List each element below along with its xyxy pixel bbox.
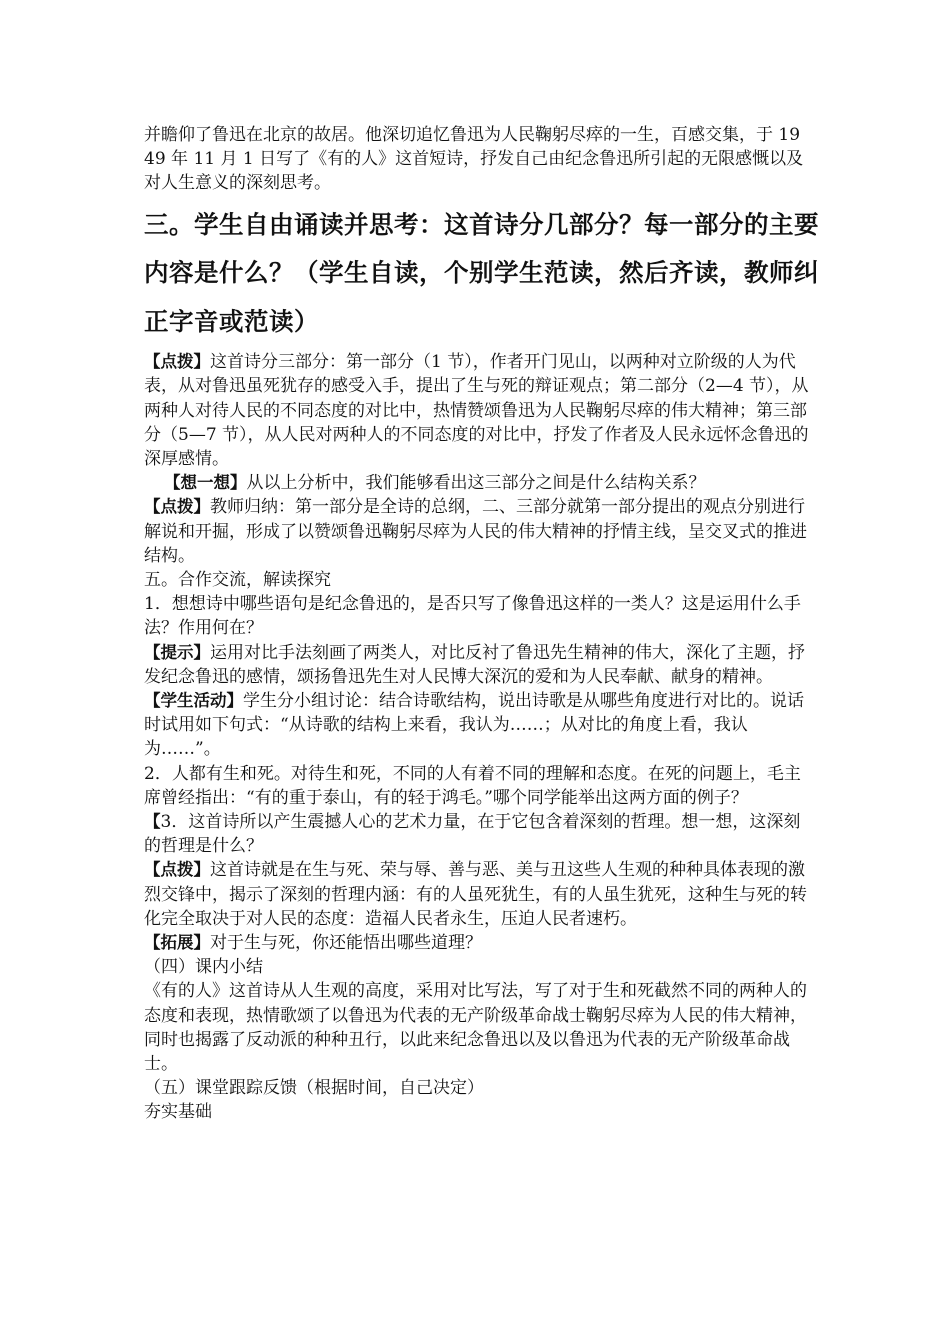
intro-paragraph: 并瞻仰了鲁迅在北京的故居。他深切追忆鲁迅为人民鞠躬尽瘁的一生，百感交集，于 1949 年 11 月 1 日写了《有的人》这首短诗，抒发自己由纪念鲁迅所引起的无限感慨以及对人生意义的深刻思考。 bbox=[144, 125, 804, 194]
feedback-title: （五）课堂跟踪反馈（根据时间，自己决定） bbox=[144, 1078, 484, 1099]
dianbo-tag: 【点拨】 bbox=[144, 860, 210, 880]
summary-title: （四）课内小结 bbox=[144, 957, 263, 978]
tuozhan-text: 对于生与死，你还能悟出哪些道理？ bbox=[210, 932, 482, 953]
question-3-text: 3．这首诗所以产生震撼人心的艺术力量，在于它包含着深刻的哲理。想一想，这深刻的哲理是什么？ bbox=[144, 811, 801, 857]
dianbo-tag: 【点拨】 bbox=[144, 352, 210, 372]
summary-paragraph: 《有的人》这首诗从人生观的高度，采用对比写法，写了对于生和死截然不同的两种人的态度和表现，热情歌颂了以鲁迅为代表的无产阶级革命战士鞠躬尽瘁为人民的伟大精神，同时也揭露了反动派的种种丑行，以此来纪念鲁迅以及以鲁迅为代表的无产阶级革命战士。 bbox=[144, 981, 807, 1074]
dianbo-text: 教师归纳：第一部分是全诗的总纲，二、三部分就第一部分提出的观点分别进行解说和开掘，形成了以赞颂鲁迅鞠躬尽瘁为人民的伟大精神的抒情主线，呈交叉式的推进结构。 bbox=[144, 497, 807, 566]
question-2: 2．人都有生和死。对待生和死，不同的人有着不同的理解和态度。在死的问题上，毛主席曾经指出：“有的重于泰山，有的轻于鸿毛。”哪个同学能举出这两方面的例子？ bbox=[144, 763, 801, 808]
xiangyixiang-paragraph bbox=[144, 471, 810, 495]
tuozhan-tag: 【拓展】 bbox=[144, 932, 210, 952]
tishi-text: 运用对比手法刻画了两类人，对比反衬了鲁迅先生精神的伟大，深化了主题，抒发纪念鲁迅的感情，颂扬鲁迅先生对人民博大深沉的爱和为人民奉献、献身的精神。 bbox=[144, 642, 805, 687]
dianbo-paragraph-1 bbox=[144, 350, 810, 471]
dianbo-tag: 【点拨】 bbox=[144, 497, 210, 517]
tuozhan-paragraph bbox=[144, 931, 810, 955]
dianbo-text: 这首诗就是在生与死、荣与辱、善与恶、美与丑这些人生观的种种具体表现的激烈交锋中，揭示了深刻的哲理内涵：有的人虽死犹生，有的人虽生犹死，这种生与死的转化完全取决于对人民的态度：造福人民者永生，压迫人民者速朽。 bbox=[144, 860, 807, 929]
tishi-tag: 【提示】 bbox=[144, 642, 210, 662]
section-5-title: 五。合作交流，解读探究 bbox=[144, 569, 331, 590]
section-3-heading: 三。学生自由诵读并思考：这首诗分几部分？每一部分的主要内容是什么？（学生自读，个别学生范读，然后齐读，教师纠正字音或范读） bbox=[144, 209, 819, 336]
dianbo-paragraph-2 bbox=[144, 495, 810, 568]
question-1: 1．想想诗中哪些语句是纪念鲁迅的，是否只写了像鲁迅这样的一类人？这是运用什么手法？作用何在？ bbox=[144, 594, 801, 639]
question-3-tag: 【 bbox=[144, 811, 161, 831]
xiangyixiang-text: 从以上分析中，我们能够看出这三部分之间是什么结构关系？ bbox=[246, 473, 706, 494]
foundation-title: 夯实基础 bbox=[144, 1102, 212, 1123]
activity-text: 学生分小组讨论：结合诗歌结构，说出诗歌是从哪些角度进行对比的。说话时试用如下句式：“从诗歌的结构上来看，我认为……；从对比的角度上看，我认为……”。 bbox=[144, 690, 804, 760]
dianbo-paragraph-3 bbox=[144, 858, 810, 931]
question-3 bbox=[144, 810, 810, 858]
activity-paragraph bbox=[144, 689, 810, 762]
xiangyixiang-tag: 【想一想】 bbox=[164, 473, 247, 493]
activity-tag: 【学生活动】 bbox=[144, 690, 243, 710]
tishi-paragraph bbox=[144, 641, 810, 689]
dianbo-text: 这首诗分三部分：第一部分（1 节），作者开门见山，以两种对立阶级的人为代表，从对鲁迅虽死犹存的感受入手，提出了生与死的辩证观点；第二部分（2—4 节），从两种人对待人民的不同态度的对比中，热情赞颂鲁迅为人民鞠躬尽瘁的伟大精神；第三部分（5—7 节），从人民对两种人的不同态度的对比中，抒发了作者及人民永远怀念鲁迅的深厚感情。 bbox=[144, 352, 809, 469]
